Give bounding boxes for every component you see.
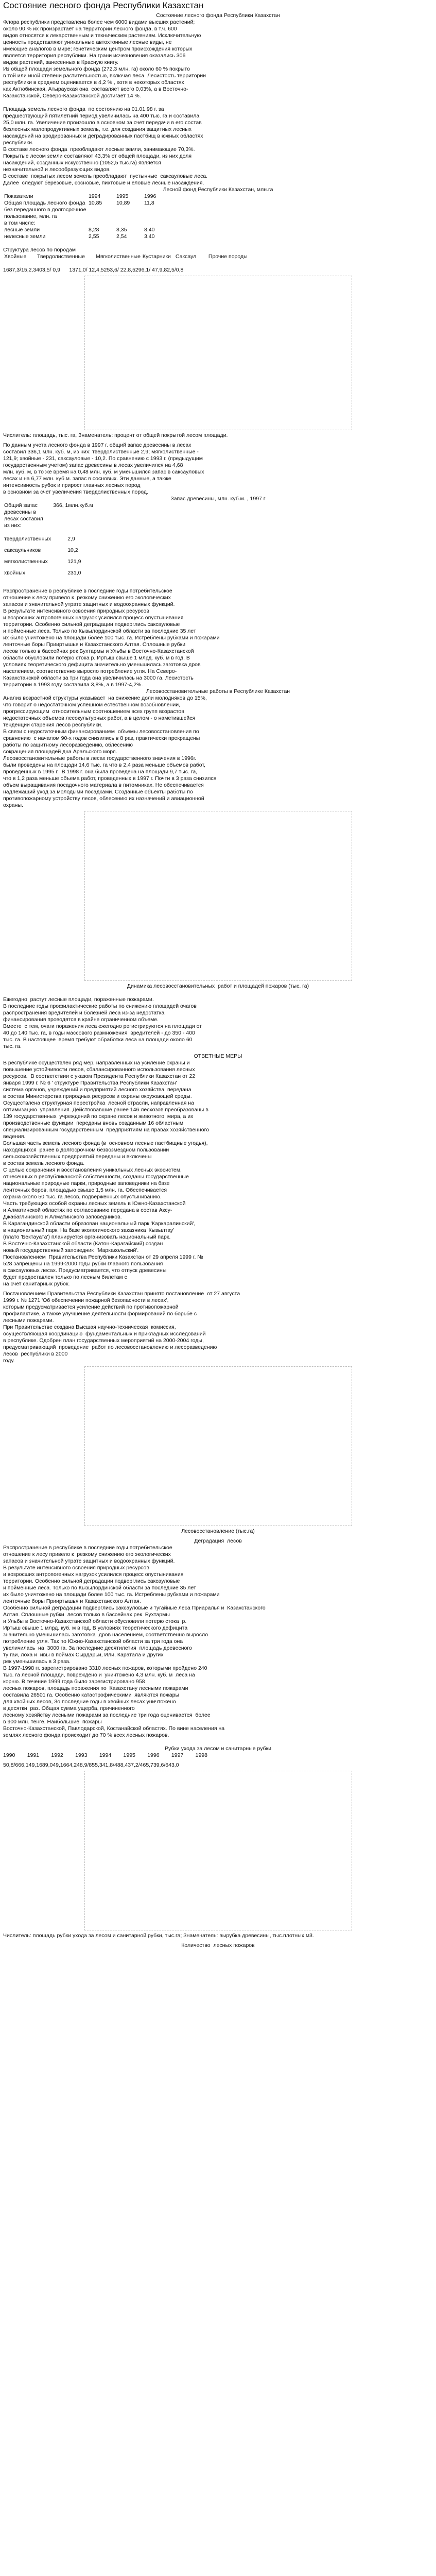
table-row — [3, 220, 171, 227]
text-line: в той или иной степени растительностью, включая леса. Лесистость территории — [3, 73, 206, 79]
text-line: в десятки раз. Общая сумма ущерба, причиненного — [3, 1705, 135, 1711]
text-line: система органов, учреждений и предприятий лесного хозяйства передана — [3, 1087, 191, 1093]
table-cell: 10,89 — [116, 200, 130, 206]
degradation-text — [3, 1545, 433, 1739]
table-header-cell: Хвойные — [4, 253, 27, 260]
text-line: Часть требующих особой охраны лесных земель в Южно-Казахстанской — [3, 1200, 186, 1207]
figure2-caption: Динамика лесовосстановительных работ и площадей пожаров (тыс. га) — [127, 983, 309, 989]
text-line: По данным учета лесного фонда в 1997 г. общий запас древесины в лесах — [3, 442, 191, 448]
table-cell: нелесные земли — [4, 233, 46, 240]
text-line: Распространение в республике в последние годы потребительское — [3, 1545, 172, 1551]
text-line: В результате интенсивного освоения природных ресурсов — [3, 1565, 149, 1571]
text-line: новый государственный заповедник 'Маркакольский'. — [3, 1247, 139, 1253]
text-line: и пойменные леса. Только по Кызылординской области за последние 35 лет — [3, 1585, 196, 1591]
text-line: ленточные боры Прииртышья и Казахстанского Алтая. — [3, 1598, 141, 1604]
table2-caption: Запас древесины, млн. куб.м. , 1997 г — [170, 496, 266, 502]
text-line: потребление угля. Так по Южно-Казахстанской области за три года она — [3, 1638, 183, 1645]
text-line: В составе лесного фонда преобладают лесные земли, занимающие 70,3%. — [3, 146, 195, 152]
text-line: как Актюбинская, Атырауская она составляет всего 0,03%, а в Восточно- — [3, 86, 188, 92]
text-line: ведения. — [3, 1133, 26, 1140]
text-line: ресурсов. В соответствии с указом Президента Республики Казахстан от 22 — [3, 1073, 196, 1079]
text-line: лесными пожарами. — [3, 1317, 54, 1324]
text-line: В связи с недостаточным финансированием объемы лесовосстановления по — [3, 728, 199, 735]
table-cell: 2,9 — [67, 536, 75, 542]
table-header-row — [3, 193, 171, 200]
text-line: Анализ возрастной структуры указывает на снижение доли молодняков до 15%, — [3, 695, 207, 701]
text-line: незначительной и лесообразующих видов. — [3, 166, 111, 173]
text-line: Ежегодно растут лесные площади, пораженные пожарами. — [3, 996, 154, 1003]
table-cell: хвойных — [4, 570, 26, 576]
text-line: в 900 млн. тенге. Наибольшие пожары — [3, 1719, 102, 1725]
table-cell: 8,35 — [116, 227, 127, 233]
text-line: видов растений, занесенных в Красную книгу. — [3, 59, 119, 65]
protected-text — [3, 695, 433, 809]
text-line: условиях теоретического дефицита значительно уменьшилась заготовка дров — [3, 662, 201, 668]
table-cell: Общий запас древесины в лесах составил — [4, 502, 43, 522]
figure3-caption: Лесовосстановление (тыс.га) — [181, 1528, 255, 1534]
year-label: 1996 — [147, 1752, 160, 1758]
text-line: охрана около 50 тыс. га лесов, подверженных опустыниванию. — [3, 1194, 162, 1200]
text-line: надлежащий уход за молодыми посадками. Созданные объекты работы по — [3, 789, 193, 795]
year-label: 1992 — [51, 1752, 63, 1758]
text-line: году. — [3, 1358, 15, 1364]
text-line: является территория республики. На грани исчезновения оказались 306 — [3, 53, 186, 59]
table-row — [3, 547, 94, 558]
text-line: оптимизацию управления. Действовавшие ранее 146 лесхозов преобразованы в — [3, 1107, 208, 1113]
text-line: и возросших антропогенных нагрузок усилился процесс опустынивания — [3, 1571, 184, 1578]
text-line: в основном за счет увеличения твердолиственных пород. — [3, 489, 148, 495]
text-line: находящихся ранее в долгосрочном безвозмездном пользовании — [3, 1147, 169, 1153]
year-label: 1993 — [75, 1752, 88, 1758]
table-cell — [88, 220, 115, 227]
table-cell: 2,54 — [116, 233, 127, 240]
table-header-cell: Прочие породы — [208, 253, 248, 260]
text-line: и Ульбы в Восточно-Казахстанской области обусловили потерю стока р. — [3, 1618, 187, 1624]
text-line: Большая часть земель лесного фонда (в основном лесные пастбищные угодья), — [3, 1140, 208, 1146]
text-line: производственные функции переданы вновь созданным 16 областным — [3, 1120, 184, 1126]
text-line: ленточных боров, площадью свыше 1,5 млн. га. Обеспечивается — [3, 1187, 167, 1193]
text-line: тыс. га лесной площади, повреждено и уничтожено 4,3 млн. куб. м леса на — [3, 1672, 195, 1678]
text-line: в саксауловых лесах. Предусматривается, что отпуск древесины — [3, 1267, 167, 1274]
decree-text — [3, 1291, 433, 1364]
text-line: противопожарному устройству лесов, облесению их назначений и авиационной — [3, 795, 204, 802]
table-cell — [52, 522, 94, 536]
text-line: В Карагандинской области образован национальный парк 'Каркаралинский', — [3, 1221, 196, 1227]
text-line: В Восточно-Казахстанской области (Катон-Карагайский) создан — [3, 1241, 163, 1247]
table-cell — [143, 220, 171, 227]
year-label: 1997 — [171, 1752, 184, 1758]
text-line: профилактике, а также улучшение деятельности формирований по борьбе с — [3, 1311, 197, 1317]
text-line: интенсивность рубок и прирост главных лесных пород — [3, 482, 141, 488]
table-cell — [115, 220, 143, 227]
year-label: 1995 — [123, 1752, 135, 1758]
text-line: которым предусматривается усиление действий по противопожарной — [3, 1304, 179, 1310]
structure-value: 5253,6/ 22,8 — [100, 267, 131, 273]
text-line: что в 1,2 раза меньше объема работ, проведенных в 1997 г. Почти в 3 раза снизился — [3, 775, 217, 782]
text-line: проведенных в 1995 г. В 1998 г. она была проведена на площади 9,7 тыс. га, — [3, 769, 198, 775]
text-line: будет предоставлен только по лесным билетам с — [3, 1274, 127, 1280]
text-line: 121,9; хвойные - 231, саксауловые - 10,2. По сравнению с 1993 г. (предыдущим — [3, 455, 203, 462]
felling-figure-placeholder — [84, 1771, 352, 1930]
fires-count-title: Количество лесных пожаров — [181, 1942, 255, 1948]
text-line: что говорит о недостаточном успешном естественном возобновлении, — [3, 702, 181, 708]
text-line: 1999 г. № 1271 'Об обеспечении пожарной безопасности в лесах', — [3, 1297, 169, 1303]
text-line: области обусловили потерю стока р. Иртыш свыше 1 млрд. куб. м в год. В — [3, 655, 190, 661]
table-row — [3, 502, 94, 522]
text-line: 40 до 140 тыс. га, в годы массового размножения вредителей - до 350 - 400 — [3, 1030, 195, 1036]
text-line: насаждений, созданных искусственно (1052,5 тыс.га) является — [3, 160, 161, 166]
structure-table — [3, 253, 256, 260]
text-line: и Алматинской областях по согласованию передана в состав Аксу- — [3, 1207, 172, 1213]
text-line: В республике осуществлен ряд мер, направленных на усиление охраны и — [3, 1060, 190, 1066]
text-line: Особенно сильной деградации подверглись саксауловые и тугайные леса Приаралья и Казахстанского — [3, 1605, 266, 1611]
text-line: имеющие аналогов в мире; генетическим центром происхождения которых — [3, 46, 193, 52]
fire-figure-placeholder — [84, 811, 352, 981]
text-line: сравнению с началом 90-х годов снизились в 8 раз, практически прекращены — [3, 735, 200, 741]
reserves-text — [3, 442, 433, 496]
table-cell: Общая площадь лесного фонда без переданного в долгосрочное пользование, млн. га — [4, 200, 86, 219]
text-line: Из общей площади земельного фонда (272,3 млн. га) около 60 % покрыто — [3, 66, 190, 72]
text-line: лесному хозяйству лесными пожарами за последние три года оценивается более — [3, 1712, 211, 1718]
text-line: недостаточных объемов лесокультурных работ, а в целом - о наметившейся — [3, 715, 196, 721]
text-line: предшествующий пятилетний период увеличилась на 400 тыс. га и составила — [3, 113, 200, 119]
text-line: Постановлением Правительства Республики Казахстан от 29 апреля 1999 г. № — [3, 1254, 203, 1260]
table-cell: из них: — [4, 522, 22, 529]
text-line: корню. В течение 1999 года было зарегистрировано 958 — [3, 1679, 145, 1685]
text-line: финансирования проводятся в крайне ограниченном объеме. — [3, 1016, 159, 1023]
felling-title: Рубки ухода за лесом и санитарные рубки — [164, 1745, 272, 1752]
table-cell: 231,0 — [67, 570, 81, 576]
text-line: государственным учетом) запас древесины в лесах увеличился на 4,68 — [3, 462, 183, 468]
table-row — [3, 200, 171, 220]
table-header-cell: 1996 — [144, 193, 156, 199]
table-cell: 2,55 — [89, 233, 99, 240]
structure-values: 1687,3/15,2,3403,5/ 0,9 1371,0/ 12,4,5253,6/ 22,8,5296,1/ 47,9,82,5/0,8 — [3, 267, 184, 273]
text-line: тыс. га. — [3, 1043, 22, 1049]
text-line: лесов республики в 2000 — [3, 1351, 68, 1357]
text-line: Иртыш свыше 1 млрд. куб. м в год. В условиях теоретического дефицита — [3, 1625, 188, 1631]
text-line: на счет санитарных рубок. — [3, 1281, 70, 1287]
table-row — [3, 233, 171, 240]
text-line: В результате интенсивного освоения природных ресурсов — [3, 608, 149, 614]
table-cell: 121,9 — [67, 558, 81, 565]
structure-figure-placeholder — [84, 276, 352, 430]
text-line: составила 26501 га. Особенно катастрофическими являются пожары — [3, 1692, 179, 1698]
text-line: При Правительстве создана Высшая научно-техническая комиссия, — [3, 1324, 176, 1330]
structure-title: Структура лесов по породам — [3, 247, 76, 253]
felling-years — [3, 1752, 433, 1759]
table-row — [3, 570, 94, 581]
text-line: около 90 % их произрастает на территории лесного фонда, в т.ч. 600 — [3, 26, 177, 32]
text-line: специализированным государственным предприятиям на правах хозяйственного — [3, 1127, 210, 1133]
text-line: 139 государственных учреждений по охране лесов и животного мира, а их — [3, 1113, 194, 1120]
degradation-title: Деградация лесов — [194, 1538, 242, 1544]
page-title: Состояние лесного фонда Республики Казахстан — [3, 1, 204, 10]
table-cell: 10,85 — [89, 200, 102, 206]
text-line: охраны. — [3, 802, 23, 808]
text-line: предусматривающий проведение работ по лесовосстановлению и лесоразведению — [3, 1344, 217, 1350]
structure-value: 5296,1/ 47,9 — [132, 267, 163, 273]
intro-text — [3, 19, 433, 187]
table-header-cell: 1994 — [89, 193, 101, 199]
text-line: Казахстанской, Северо-Казахстанской достигает 14 %. — [3, 93, 141, 99]
table-cell: мягколиственных — [4, 558, 48, 565]
text-line: сельскохозяйственных предприятий переданы и включены — [3, 1154, 152, 1160]
table-row — [3, 536, 94, 547]
text-line: запасов и значительной утрате защитных и водоохранных функций. — [3, 601, 175, 607]
text-line: территории. Особенно сильной деградации подверглись саксауловые — [3, 621, 180, 628]
text-line: работы по защитному лесоразведению, облесению — [3, 742, 133, 748]
table-cell: лесные земли — [4, 227, 40, 233]
text-line: запасов и значительной утрате защитных и водоохранных функций. — [3, 1558, 175, 1564]
text-line: (плато 'Бектауата') планируется организовать национальный парк. — [3, 1234, 171, 1240]
table-row — [3, 558, 94, 570]
text-line: значительно уменьшилась заготовка дров населением, соответственно выросло — [3, 1632, 208, 1638]
year-label: 1994 — [99, 1752, 112, 1758]
text-line: В составе покрытых лесом земель преобладают пустынные саксауловые леса. — [3, 173, 208, 179]
distribution-text — [3, 588, 433, 688]
text-line: республики. — [3, 140, 33, 146]
text-line: Лесовосстановительные работы в лесах государственного значения в 1996г. — [3, 755, 197, 761]
table-header-row — [3, 253, 256, 260]
text-line: В последние годы профилактические работы по снижению площадей очагов — [3, 1003, 197, 1009]
text-line: 528 запрещены на 1999-2000 годы рубки главного пользования — [3, 1261, 163, 1267]
text-line: в национальный парк. На базе экологического заказника 'Кызылтау' — [3, 1227, 175, 1233]
text-line: тенденции старения лесов республики. — [3, 722, 103, 728]
text-line: ту гаи, лоха и ивы в поймах Сырдарьи, Или, Каратала и других — [3, 1652, 164, 1658]
text-line: Алтая. Сплошные рубки лесов только в бассейнах рек Бухтармы — [3, 1612, 170, 1618]
table-header-cell: Мягколиственные — [96, 253, 141, 260]
text-line: землях лесного фонда происходит до 70 % всех лесных пожаров. — [3, 1732, 169, 1738]
table-header-cell: Саксаул — [175, 253, 197, 260]
text-line: января 1999 г. № 6 ' структуре Правительства Республики Казахстан' — [3, 1080, 177, 1086]
text-line: Восточно-Казахстанской, Павлодарской, Костанайской областях. По вине населения на — [3, 1725, 225, 1732]
text-line: в состав Министерства природных ресурсов и охраны окружающей среды. — [3, 1093, 192, 1099]
text-line: отношение к лесу привело к резкому снижению его экологических — [3, 595, 171, 601]
text-line: в состав земель лесного фонда. — [3, 1160, 85, 1166]
text-line: видов относятся к лекарственным и техническим растениям. Исключительную — [3, 32, 201, 39]
measures-title: ОТВЕТНЫЕ МЕРЫ — [194, 1053, 242, 1059]
table-cell: 3,40 — [144, 233, 155, 240]
figure1-caption: Числитель: площадь, тыс. га, Знаменатель: процент от общей покрытой лесом площади. — [3, 432, 228, 438]
text-line: безлесных малопродуктивных земель, т.е. для создания защитных лесных — [3, 126, 192, 132]
text-line: Казахстанской области за три года она увеличилась на 3000 га. Лесистость — [3, 675, 194, 681]
reforestation-figure-placeholder — [84, 1366, 352, 1526]
text-line — [3, 99, 433, 106]
structure-value: 1687,3/15,2 — [3, 267, 32, 273]
text-line: Джабаглинского и Алматинского заповедников. — [3, 1214, 122, 1220]
text-line: национальные природные парки, природные заповедники на базе — [3, 1180, 170, 1187]
table-cell: в том числе: — [4, 220, 36, 226]
table-header-cell: Показатели — [4, 193, 33, 199]
text-line: прогрессирующим относительным соотношением всех групп возрастов — [3, 708, 184, 715]
text-line: увеличилась на 3000 га. За последние десятилетия площадь древесного — [3, 1645, 192, 1651]
text-line: для хвойных лесов, 3о последние годы в хвойных лесах уничтожено — [3, 1699, 176, 1705]
text-line: их было уничтожено на площади более 100 тыс. га. Истреблены рубками и пожарами — [3, 635, 220, 641]
table-header-cell: Кустарники — [142, 253, 171, 260]
text-line: насаждений на эродированных и деградированных пастбищ в южных областях — [3, 133, 203, 139]
text-line: Постановлением Правительства Республики Казахстан принято постановление от 27 августа — [3, 1291, 240, 1297]
text-line: сокращения площадей дна Аральского моря. — [3, 749, 117, 755]
table-header-cell: 1995 — [116, 193, 129, 199]
text-line: В 1997-1998 гг. зарегистрировано 3310 лесных пожаров, которыми пройдено 240 — [3, 1665, 207, 1671]
year-label: 1998 — [195, 1752, 207, 1758]
text-line: млн. куб. м, в то же время на 0,48 млн. куб. м уменьшился запас в саксауловых — [3, 469, 204, 475]
text-line: тыс. га. В настоящее время требуют обработки леса на площади около 60 — [3, 1037, 193, 1043]
structure-value: 82,5/0,8 — [164, 267, 184, 273]
text-line: отнесенных в республиканской собственности, созданы государственные — [3, 1174, 189, 1180]
figure4-caption: Числитель: площадь рубки ухода за лесом и санитарной рубки, тыс.га; Знаменатель: вырубка древесины, тыс.плотных м3. — [3, 1933, 314, 1939]
text-line: Далее следуют березовые, сосновые, пихтовые и еловые лесные насаждения. — [3, 180, 204, 186]
table-cell: 10,2 — [67, 547, 78, 553]
text-line: рек уменьшилась в 3 раза. — [3, 1658, 71, 1665]
text-line: Площадь земель лесного фонда по состоянию на 01.01.98 г. за — [3, 106, 164, 112]
table-row — [3, 522, 94, 536]
table-cell: 8,28 — [89, 227, 99, 233]
protected-title: Лесовосстановительные работы в Республике Казахстан — [146, 688, 290, 694]
year-label: 1990 — [3, 1752, 15, 1758]
text-line: территории. Особенно сильной деградации подверглись саксауловые — [3, 1578, 180, 1584]
year-label: 1991 — [27, 1752, 40, 1758]
table-cell: 11,8 — [144, 200, 154, 206]
table-cell: 8,40 — [144, 227, 155, 233]
text-line: их было уничтожено на площади более 100 тыс. га. Истреблены рубками и пожарами — [3, 1591, 220, 1598]
forest-fund-table — [3, 193, 171, 240]
text-line: ценность представляют уникальные автохтонные лесные виды, не — [3, 39, 172, 45]
table-header-cell: Твердолиственные — [37, 253, 85, 260]
text-line: были проведены на площади 14,6 тыс. га что в 2,4 раза меньше объемов работ, — [3, 762, 205, 768]
text-line: Вместе с тем, очаги поражения леса ежегодно регистрируются на площади от — [3, 1023, 202, 1029]
text-line: в республике. Одобрен план государственных мероприятий на 2000-2004 годы, — [3, 1337, 204, 1344]
table-cell: 366, 1млн.куб.м — [53, 502, 93, 509]
text-line: отношение к лесу привело к резкому снижению его экологических — [3, 1551, 171, 1557]
fires-text — [3, 996, 433, 1050]
text-line: населением, соответственно выросло потребление угля. На Северо- — [3, 668, 177, 674]
table-cell: твердолиственных — [4, 536, 51, 542]
text-line: Флора республики представлена более чем 6000 видами высших растений; — [3, 19, 195, 25]
structure-value: 1371,0/ 12,4 — [69, 267, 99, 273]
text-line: повышение устойчивости лесов, сбалансированного использования лесных — [3, 1066, 195, 1073]
table-row — [3, 227, 171, 233]
text-line: 25,0 млн. га. Увеличение произошло в основном за счет передачи в его состав — [3, 120, 202, 126]
text-line: территории в 1993 году составила 3,8%, а в 1997-4,2%. — [3, 682, 143, 688]
text-line: лесов только в бассейнах рек Бухтармы и Ульбы в Восточно-Казахстанской — [3, 648, 194, 654]
text-line: лесных пожаров, площадь поражения по Казахстану лесными пожарами — [3, 1685, 188, 1691]
text-line: Распространение в республике в последние годы потребительское — [3, 588, 172, 594]
measures-text — [3, 1060, 433, 1287]
text-line: распространения вредителей и болезней леса из-за недостатка — [3, 1010, 165, 1016]
text-line: С целью сохранения и восстановления уникальных лесных экосистем, — [3, 1167, 182, 1173]
subtitle: Состояние лесного фонда Республики Казахстан — [156, 12, 280, 19]
text-line: лесах и на 6,77 млн. куб.м. запас в сосновых. Эти данные, а также — [3, 476, 171, 482]
text-line: составил 336,1 млн. куб. м, из них: твердолиственные 2,9; мягколиственные - — [3, 449, 199, 455]
text-line: и возросших антропогенных нагрузок усилился процесс опустынивания — [3, 615, 184, 621]
structure-value: 3403,5/ 0,9 — [33, 267, 60, 273]
text-line: республики в среднем оценивается в 4,2 % , хотя в некоторых областях — [3, 79, 184, 86]
text-line: осуществляющая координацию фундаментальных и прикладных исследований — [3, 1331, 206, 1337]
text-line: объем выращивания посадочного материала в питомниках. Не обеспечивается — [3, 782, 204, 788]
wood-reserve-table — [3, 502, 94, 581]
table1-caption: Лесной фонд Республики Казахстан, млн.га — [163, 187, 273, 193]
text-line: ленточные боры Прииртышья и Казахстанского Алтая. Сплошные рубки — [3, 641, 186, 648]
text-line: Осуществлена структурная перестройка лесной отрасли, направленная на — [3, 1100, 194, 1106]
text-line: и пойменные леса. Только по Кызылординской области за последние 35 лет — [3, 628, 196, 634]
text-line: Покрытые лесом земли составляют 43,3% от общей площади, из них доля — [3, 153, 192, 159]
table-cell: саксаульников — [4, 547, 41, 553]
felling-values: 50,8/666,149,1689,049,1664,248,9/855,341,8/488,437,2/465,739,6/643,0 — [3, 1762, 179, 1768]
